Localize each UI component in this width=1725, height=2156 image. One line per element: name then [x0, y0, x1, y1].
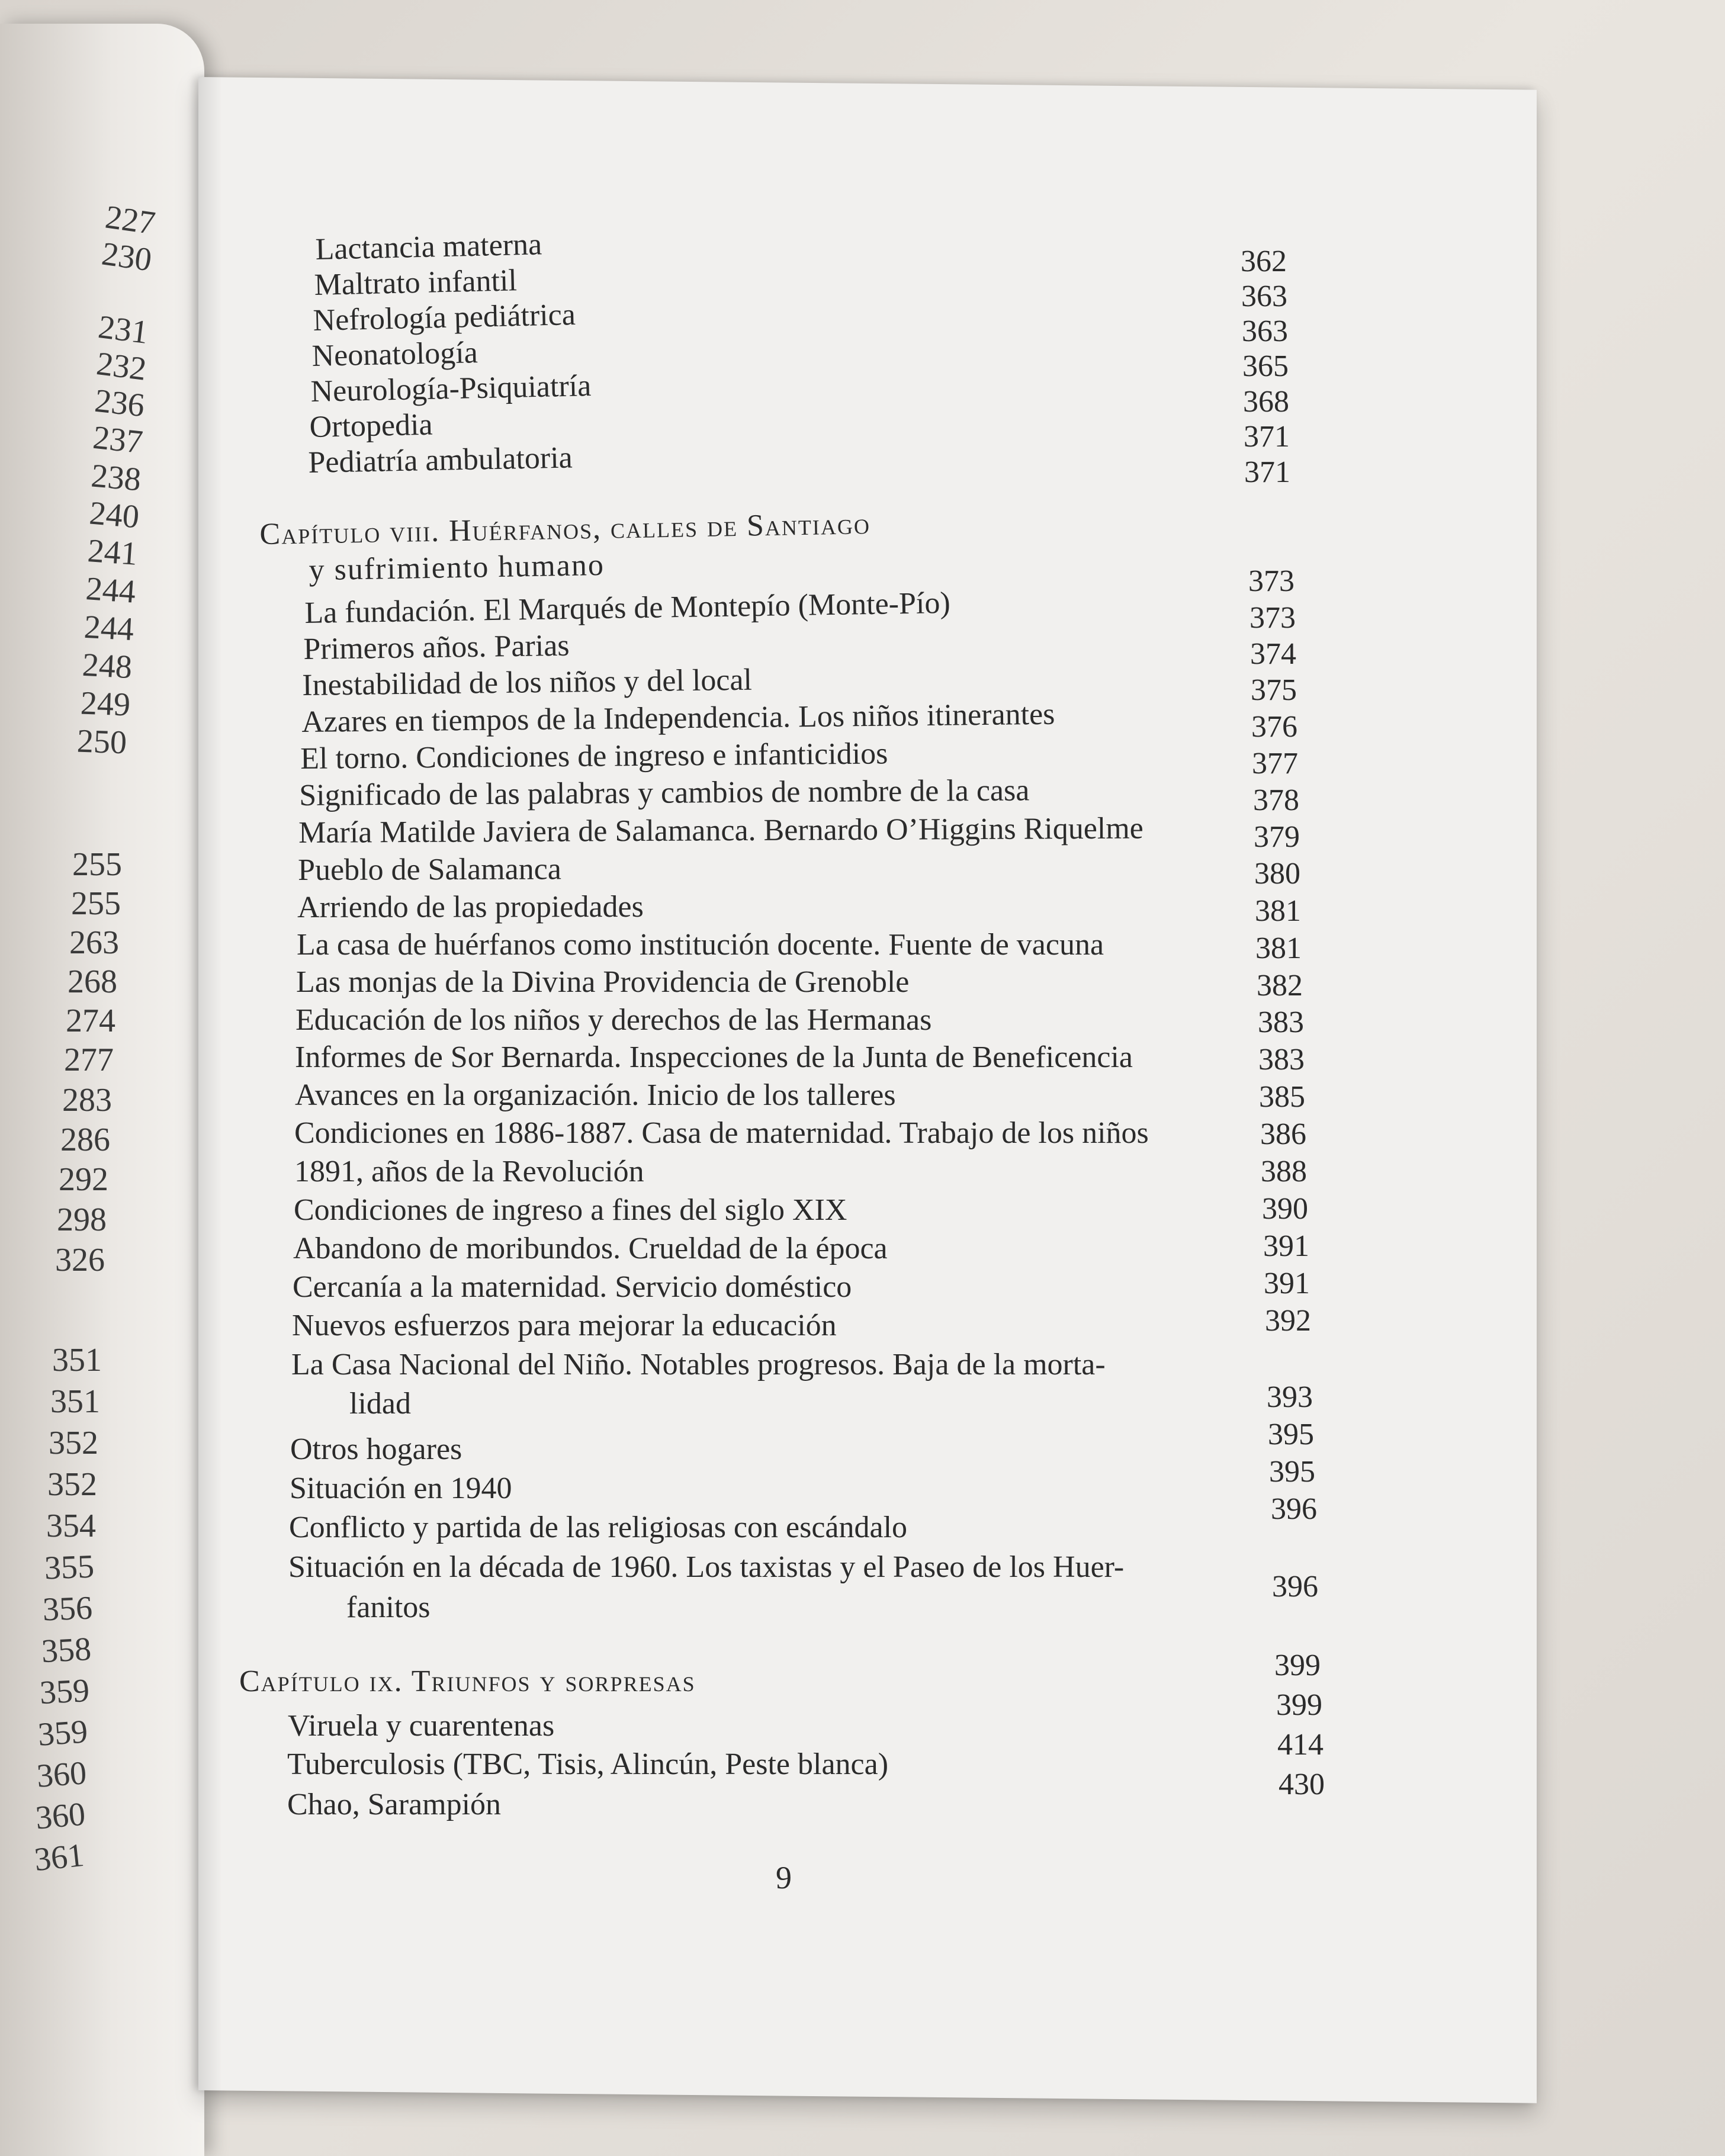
toc-entry-title: Condiciones de ingreso a fines del siglo XIX [294, 1193, 847, 1227]
toc-entry-title: Cercanía a la maternidad. Servicio doméstico [293, 1270, 852, 1304]
toc-entry-page: 371 [1244, 455, 1290, 489]
left-page-number: 250 [76, 722, 128, 761]
toc-entry-title: Inestabilidad de los niños y del local [302, 663, 753, 702]
left-page-number: 263 [69, 924, 119, 961]
toc-entry-page: 391 [1264, 1267, 1310, 1300]
toc-entry-title: Pediatría ambulatoria [308, 441, 573, 480]
toc-entry-title: Las monjas de la Divina Providencia de Grenoble [296, 965, 910, 999]
toc-entry-title: Otros hogares [290, 1432, 462, 1466]
toc-entry-title: Avances en la organización. Inicio de los talleres [295, 1078, 896, 1112]
toc-entry-title: La Casa Nacional del Niño. Notables progresos. Baja de la morta- [291, 1348, 1106, 1381]
left-page-number: 231 [96, 309, 150, 351]
toc-entry-page: 395 [1269, 1455, 1315, 1489]
toc-entry-page: 363 [1241, 279, 1287, 313]
toc-entry-page: 371 [1244, 420, 1290, 454]
toc-entry-page: 392 [1265, 1304, 1311, 1338]
toc-entry-title-continuation: lidad [349, 1387, 411, 1421]
toc-entry-title: Significado de las palabras y cambios de nombre de la casa [299, 773, 1030, 812]
left-page-number: 274 [66, 1003, 115, 1039]
toc-entry-title: Nefrología pediátrica [313, 297, 576, 338]
page-number: 9 [776, 1860, 792, 1895]
toc-entry-page: 385 [1259, 1080, 1305, 1114]
toc-entry-page: 379 [1254, 820, 1300, 854]
toc-entry-page: 399 [1274, 1649, 1321, 1682]
left-page-number: 238 [89, 457, 143, 499]
left-page-number: 360 [35, 1755, 88, 1795]
left-page-number: 237 [91, 419, 145, 461]
toc-entry-title-continuation: fanitos [346, 1591, 431, 1624]
toc-entry-title: Azares en tiempos de la Independencia. Los niños itinerantes [301, 697, 1055, 739]
toc-entry-page: 383 [1258, 1005, 1304, 1039]
toc-entry-title: Conflicto y partida de las religiosas con escándalo [289, 1511, 908, 1544]
toc-entry-page: 381 [1255, 894, 1301, 928]
left-page-number: 326 [55, 1242, 105, 1278]
toc-entry-page: 396 [1271, 1492, 1317, 1526]
toc-entry-page: 382 [1257, 969, 1303, 1003]
left-page-number: 358 [40, 1630, 92, 1670]
left-page-number: 277 [64, 1042, 114, 1078]
left-page-number: 360 [34, 1795, 87, 1837]
left-page-number: 249 [79, 685, 131, 724]
toc-entry-title: Situación en la década de 1960. Los taxistas y el Paseo de los Huer- [288, 1550, 1125, 1584]
left-page-number: 227 [103, 198, 158, 242]
left-page-number: 232 [94, 345, 149, 388]
left-page-number: 255 [72, 846, 122, 883]
toc-entry-page: 386 [1260, 1117, 1306, 1151]
toc-entry-page: 378 [1253, 783, 1299, 817]
toc-entry-title: Chao, Sarampión [287, 1788, 502, 1821]
toc-entry-page: 395 [1268, 1418, 1314, 1451]
toc-entry-page: 430 [1279, 1768, 1325, 1801]
toc-entry-page: 373 [1248, 564, 1294, 598]
chapter-title: Capítulo ix. Triunfos y sorpresas [239, 1665, 696, 1698]
left-page-number: 292 [59, 1161, 108, 1198]
toc-entry-title: El torno. Condiciones de ingreso e infanticidios [300, 737, 888, 776]
toc-entry-page: 362 [1241, 245, 1287, 278]
toc-entry-title: Tuberculosis (TBC, Tisis, Alincún, Peste blanca) [287, 1747, 889, 1781]
left-page-number: 244 [83, 608, 135, 648]
left-page-number: 241 [86, 532, 139, 573]
left-page-number: 355 [43, 1548, 95, 1587]
toc-entry-title: Primeros años. Parias [303, 628, 570, 666]
toc-entry-title: Educación de los niños y derechos de las Hermanas [295, 1003, 932, 1037]
left-page-number: 283 [62, 1082, 112, 1119]
left-page-number: 352 [49, 1425, 98, 1461]
left-page-number: 240 [88, 494, 141, 536]
left-page-number: 268 [68, 963, 117, 1000]
toc-entry-title: Viruela y cuarentenas [288, 1709, 555, 1743]
toc-entry-page: 374 [1250, 637, 1296, 671]
toc-entry-title: Arriendo de las propiedades [297, 889, 644, 924]
left-page-number: 255 [71, 885, 121, 922]
toc-entry-title: Situación en 1940 [290, 1471, 512, 1505]
toc-entry-page: 376 [1251, 710, 1297, 744]
toc-entry-page: 365 [1242, 349, 1289, 383]
left-page-number: 359 [36, 1713, 89, 1753]
toc-entry-title: Lactancia materna [315, 227, 542, 266]
toc-entry-page: 383 [1258, 1043, 1305, 1077]
toc-entry-page: 388 [1261, 1155, 1307, 1188]
toc-entry-page: 375 [1251, 673, 1297, 707]
toc-entry-page: 391 [1263, 1229, 1309, 1263]
toc-entry-title: Pueblo de Salamanca [298, 852, 561, 887]
toc-entry-title: Abandono de moribundos. Crueldad de la época [293, 1232, 888, 1265]
left-page-number: 248 [81, 646, 133, 686]
left-page-number: 359 [38, 1672, 91, 1712]
toc-entry-title: La fundación. El Marqués de Montepío (Monte-Pío) [304, 586, 951, 630]
toc-entry-page: 377 [1252, 747, 1298, 780]
toc-entry-title: 1891, años de la Revolución [294, 1155, 644, 1188]
toc-entry-title: Neurología-Psiquiatría [310, 369, 592, 409]
chapter-title-continuation: y sufrimiento humano [309, 548, 605, 587]
left-page-number: 298 [57, 1201, 107, 1238]
toc-entry-page: 368 [1243, 385, 1289, 419]
left-page-number: 361 [32, 1836, 86, 1879]
toc-entry-title: Nuevos esfuerzos para mejorar la educación [292, 1309, 837, 1342]
toc-entry-title: Maltrato infantil [314, 264, 518, 302]
toc-entry-page: 373 [1249, 601, 1296, 635]
toc-entry-title: Ortopedia [309, 407, 433, 444]
left-page-number: 351 [50, 1383, 100, 1420]
left-page-number: 354 [46, 1508, 96, 1544]
left-page-number: 230 [99, 235, 154, 279]
left-page-number: 236 [92, 382, 147, 425]
left-page-number: 352 [47, 1466, 97, 1503]
toc-entry-title: Neonatología [311, 336, 478, 373]
toc-entry-page: 393 [1267, 1380, 1313, 1414]
toc-entry-page: 363 [1242, 314, 1288, 348]
chapter-title: Capítulo viii. Huérfanos, calles de Santiago [259, 506, 871, 551]
left-page-number: 356 [41, 1589, 94, 1628]
toc-entry-page: 380 [1254, 857, 1300, 891]
left-page-number: 244 [84, 570, 137, 611]
toc-entry-page: 399 [1276, 1688, 1322, 1722]
toc-entry-title: La casa de huérfanos como institución docente. Fuente de vacuna [297, 928, 1104, 962]
toc-entry-title: Condiciones en 1886-1887. Casa de maternidad. Trabajo de los niños [294, 1116, 1149, 1150]
toc-entry-title: Informes de Sor Bernarda. Inspecciones de la Junta de Beneficencia [295, 1040, 1133, 1074]
toc-entry-page: 390 [1262, 1192, 1308, 1226]
toc-entry-page: 381 [1255, 931, 1302, 965]
toc-entry-page: 414 [1277, 1728, 1324, 1762]
toc-entry-page: 396 [1272, 1570, 1318, 1604]
left-page-number: 286 [60, 1122, 110, 1158]
toc-entry-title: María Matilde Javiera de Salamanca. Bernardo O’Higgins Riquelme [298, 811, 1143, 850]
left-page-number: 351 [52, 1342, 102, 1379]
